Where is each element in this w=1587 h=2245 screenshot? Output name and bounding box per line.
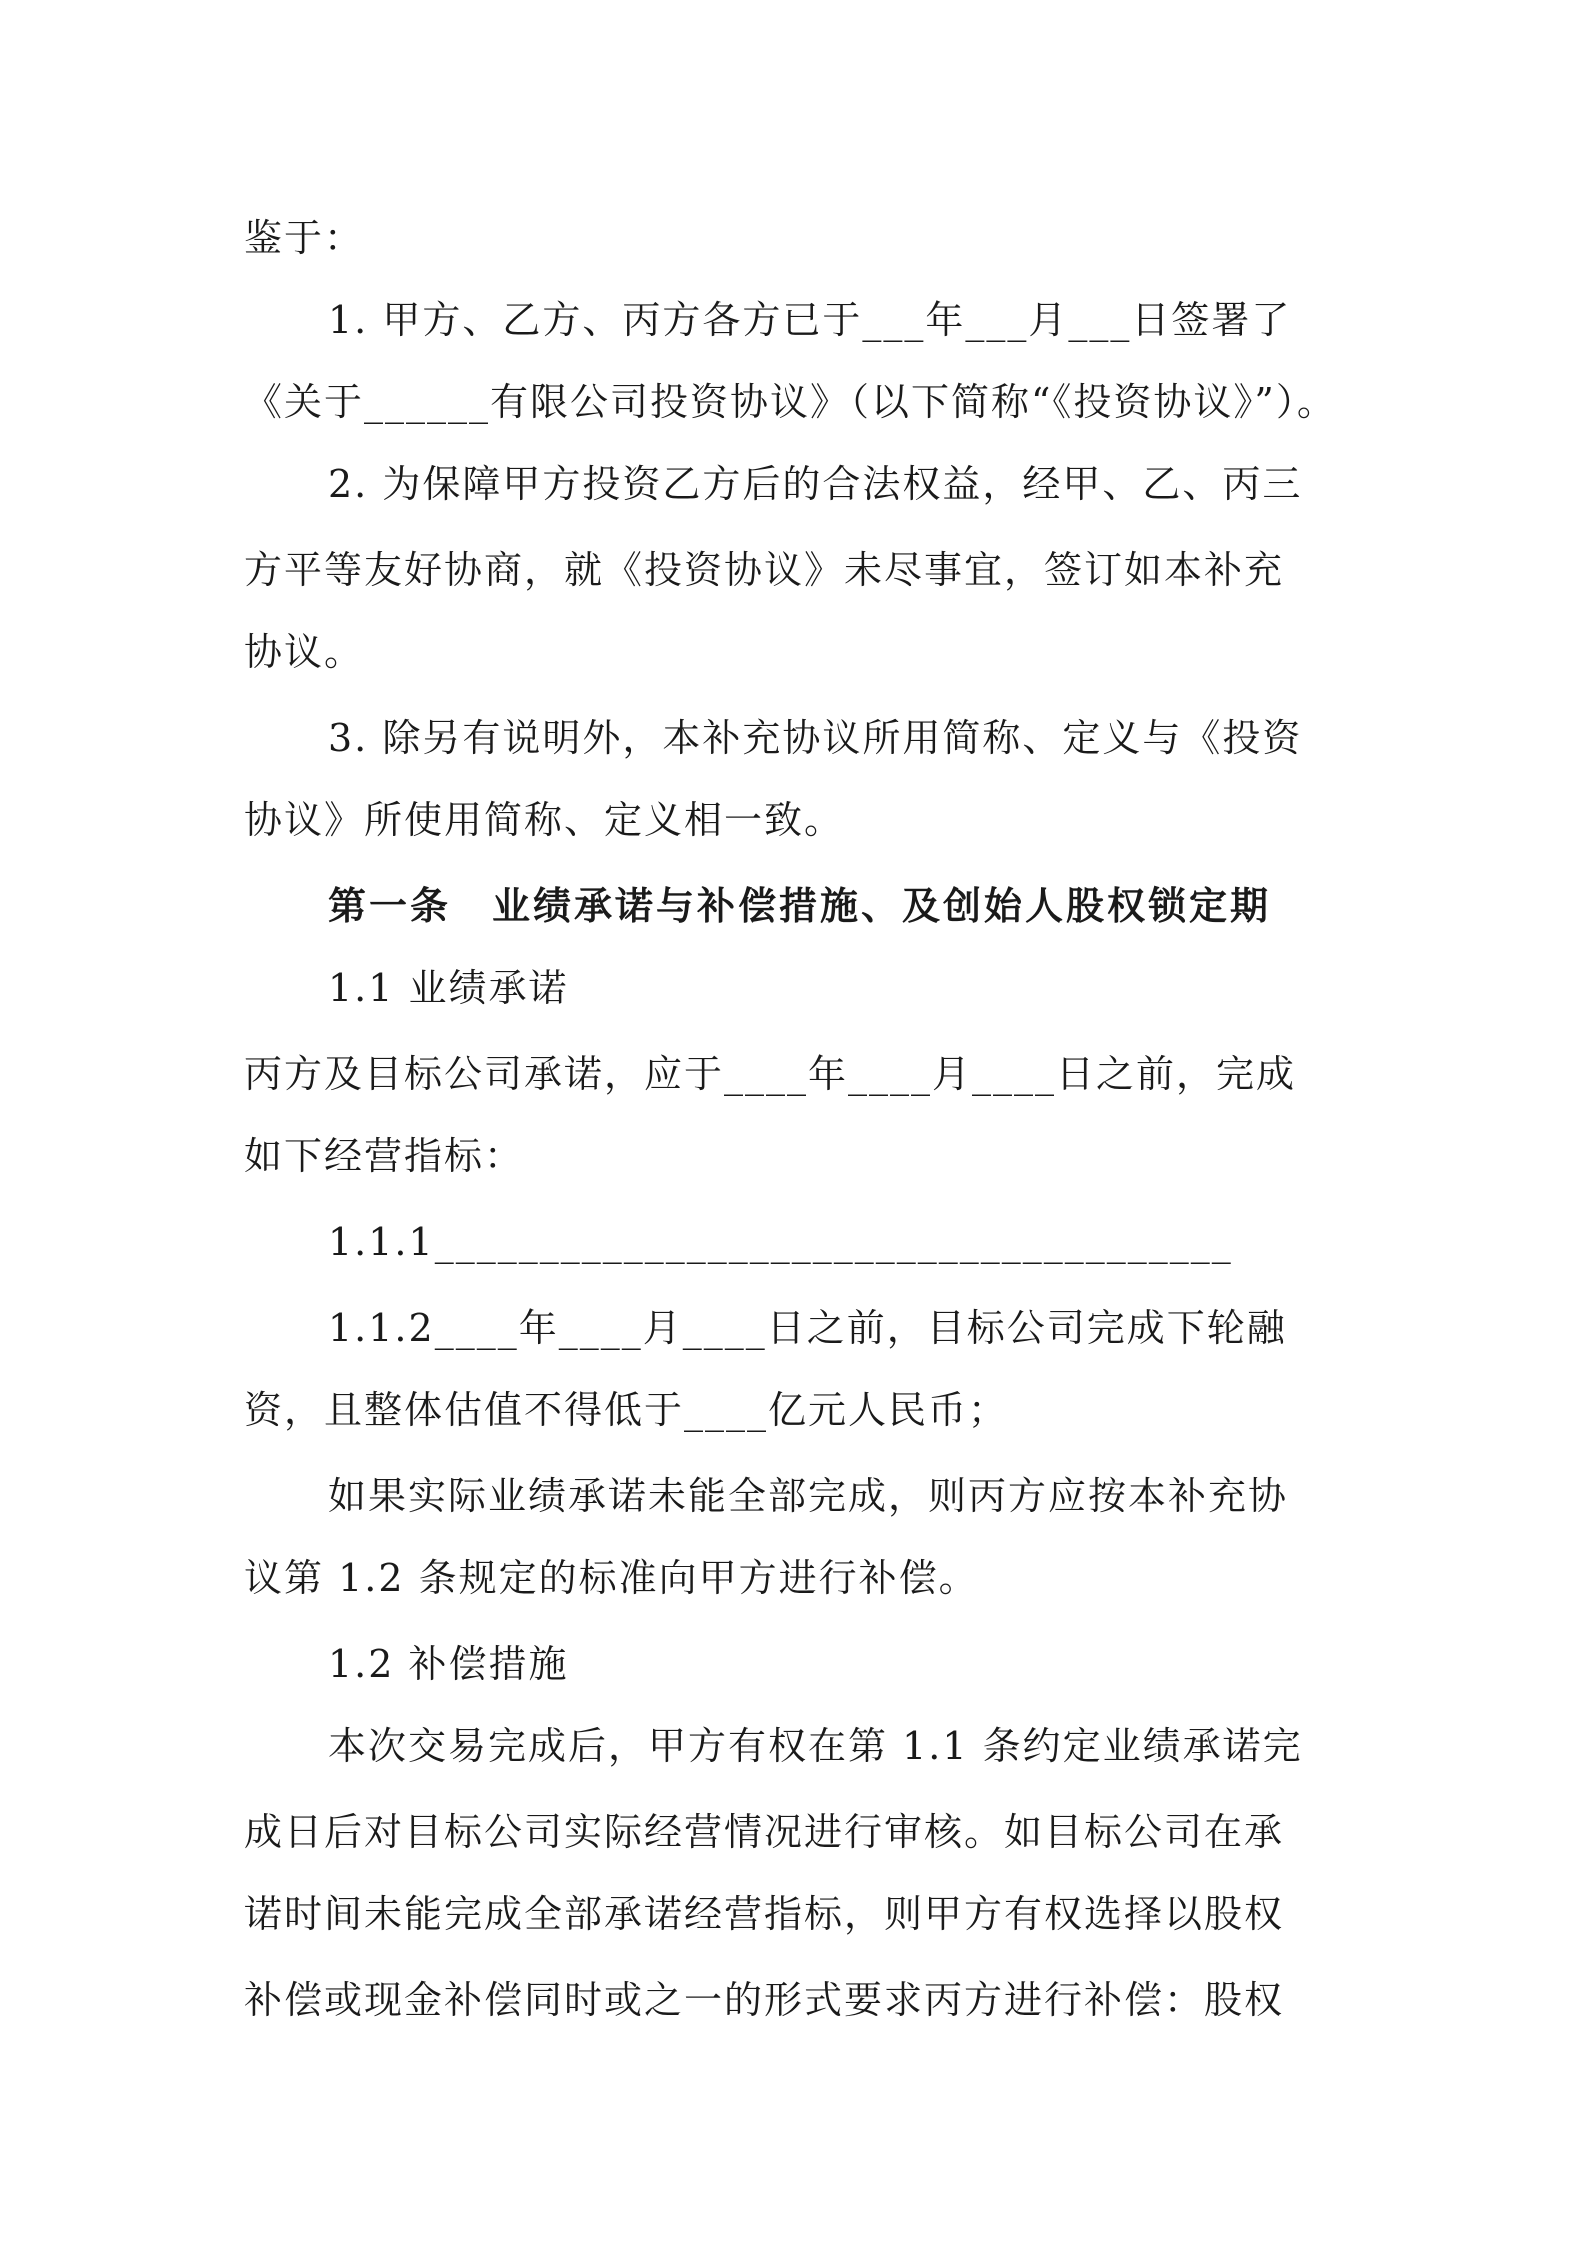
section-1-2-line-1: 本次交易完成后，甲方有权在第 1.1 条约定业绩承诺完 <box>328 1724 1303 1768</box>
article-1-heading: 第一条 业绩承诺与补偿措施、及创始人股权锁定期 <box>328 883 1272 928</box>
intro-line: 鉴于： <box>244 216 365 260</box>
section-1-1-title: 1.1 业绩承诺 <box>328 966 569 1010</box>
section-1-2-line-4: 补偿或现金补偿同时或之一的形式要求丙方进行补偿：股权 <box>244 1978 1285 2022</box>
clause-2-line-3: 协议。 <box>244 630 365 674</box>
section-1-1-line-2: 如下经营指标： <box>244 1134 525 1178</box>
clause-3-line-2: 协议》所使用简称、定义相一致。 <box>244 798 845 842</box>
section-1-2-line-3: 诺时间未能完成全部承诺经营指标，则甲方有权选择以股权 <box>244 1892 1285 1936</box>
item-1-1-2-line-1: 1.1.2____年____月____日之前，目标公司完成下轮融 <box>328 1306 1287 1350</box>
clause-1-line-2: 《关于______有限公司投资协议》（以下简称“《投资协议》”）。 <box>244 380 1337 424</box>
clause-1-line-1: 1. 甲方、乙方、丙方各方已于___年___月___日签署了 <box>328 298 1292 342</box>
clause-2-line-1: 2. 为保障甲方投资乙方后的合法权益，经甲、乙、丙三 <box>328 462 1303 506</box>
item-1-1-1: 1.1.1______________________________________ <box>328 1220 1233 1264</box>
section-1-2-line-2: 成日后对目标公司实际经营情况进行审核。如目标公司在承 <box>244 1810 1285 1854</box>
section-1-1-line-4: 议第 1.2 条规定的标准向甲方进行补偿。 <box>244 1556 979 1600</box>
section-1-2-title: 1.2 补偿措施 <box>328 1642 569 1686</box>
clause-2-line-2: 方平等友好协商，就《投资协议》未尽事宜，签订如本补充 <box>244 548 1285 592</box>
item-1-1-2-line-2: 资，且整体估值不得低于____亿元人民币； <box>244 1388 1009 1432</box>
clause-3-line-1: 3. 除另有说明外，本补充协议所用简称、定义与《投资 <box>328 716 1303 760</box>
section-1-1-line-3: 如果实际业绩承诺未能全部完成，则丙方应按本补充协 <box>328 1474 1289 1518</box>
section-1-1-line-1: 丙方及目标公司承诺，应于____年____月____日之前，完成 <box>244 1052 1297 1096</box>
